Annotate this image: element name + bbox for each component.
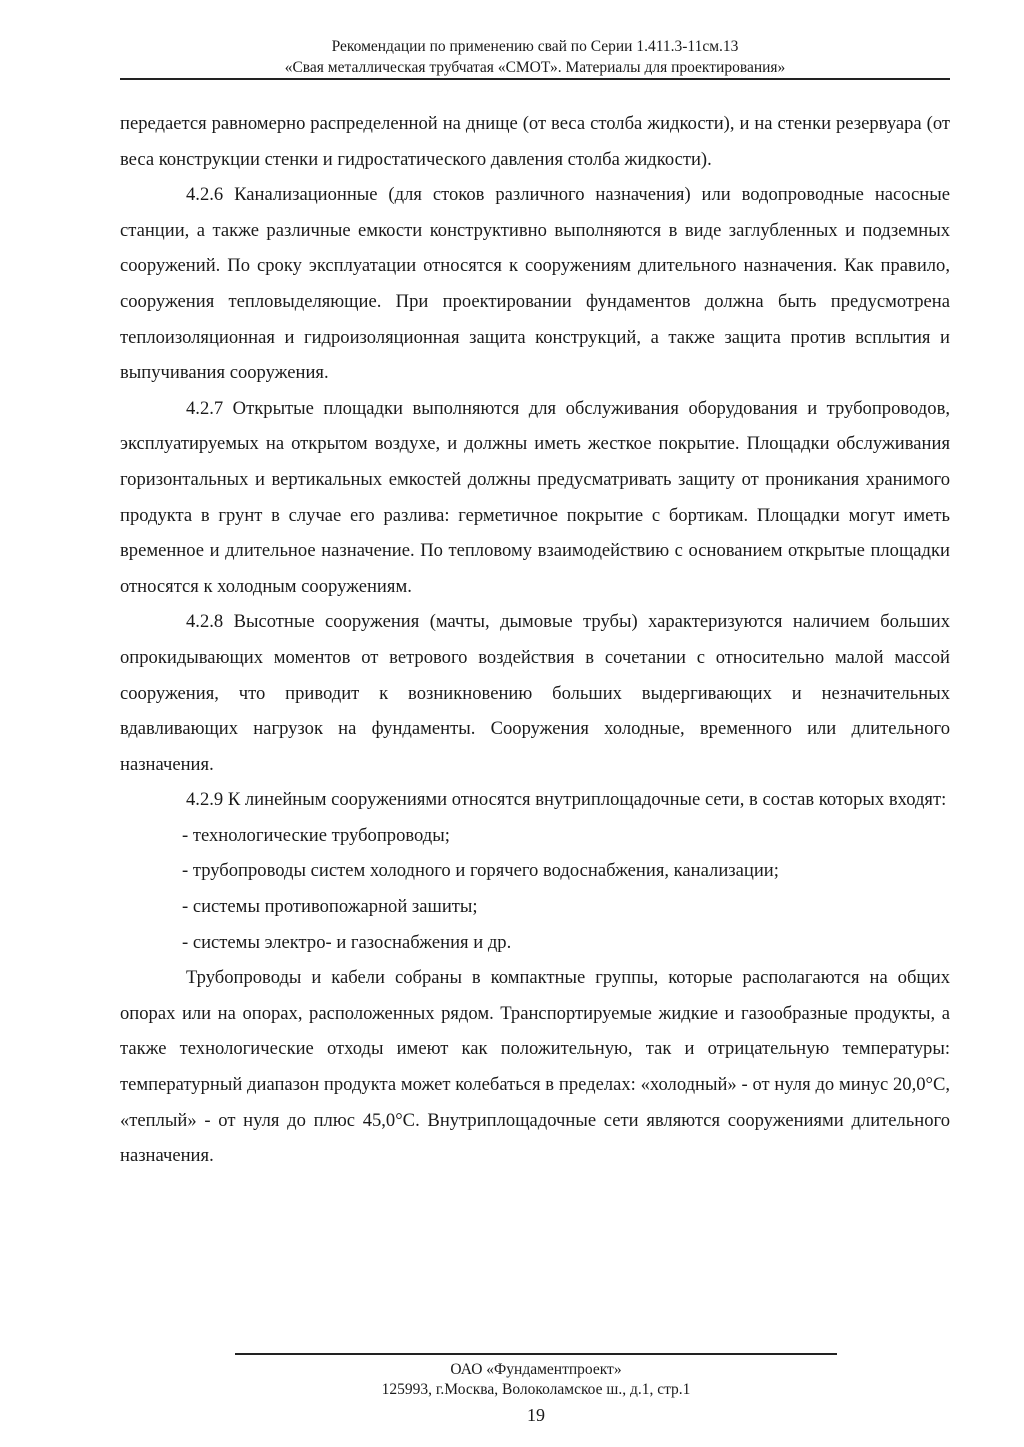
- page-number: 19: [527, 1405, 545, 1425]
- document-body: [120, 106, 950, 1174]
- header-line-2: «Свая металлическая трубчатая «СМОТ». Материалы для проектирования»: [284, 59, 786, 76]
- list-item: - системы электро- и газоснабжения и др.: [182, 931, 512, 953]
- footer-company: ОАО «Фундаментпроект»: [450, 1361, 622, 1378]
- paragraph-4-2-9: 4.2.9 К линейным сооружениями относятся внутриплощадочные сети, в состав которых входят:: [186, 789, 947, 811]
- footer-address: 125993, г.Москва, Волоколамское ш., д.1, стр.1: [381, 1381, 691, 1398]
- page-footer: [235, 1360, 837, 1400]
- footer-divider: [235, 1353, 837, 1355]
- paragraph-continuation: передается равномерно распределенной на днище (от веса столба жидкости), и на стенки резервуара (от веса конструкции стенки и гидростатического давления столба жидкости).: [120, 113, 950, 170]
- paragraph-pipelines: Трубопроводы и кабели собраны в компактные группы, которые располагаются на общих опорах или на опорах, расположенных рядом. Транспортируемые жидкие и газообразные продукты, а также технологические отходы имеют как положительную, так и отрицательную температуры: температурный диапазон продукта может колебаться в пределах: «холодный» - от нуля до минус 20,0°С, «теплый» - от нуля до плюс 45,0°С. Внутриплощадочные сети являются сооружениями длительного назначения.: [120, 967, 950, 1167]
- header-line-1: Рекомендации по применению свай по Серии 1.411.3-11см.13: [331, 38, 739, 55]
- paragraph-4-2-6: 4.2.6 Канализационные (для стоков различного назначения) или водопроводные насосные станции, а также различные емкости конструктивно выполняются в виде заглубленных и подземных сооружений. По сроку эксплуатации относятся к сооружениям длительного назначения. Как правило, сооружения тепловыделяющие. При проектировании фундаментов должна быть предусмотрена теплоизоляционная и гидроизоляционная защита конструкций, а также защита против всплытия и выпучивания сооружения.: [120, 184, 950, 384]
- paragraph-4-2-7: 4.2.7 Открытые площадки выполняются для обслуживания оборудования и трубопроводов, эксплуатируемых на открытом воздухе, и должны иметь жесткое покрытие. Площадки обслуживания горизонтальных и вертикальных емкостей должны предусматривать защиту от проникания хранимого продукта в грунт в случае его разлива: герметичное покрытие с бортикам. Площадки могут иметь временное и длительное назначение. По тепловому взаимодействию с основанием открытые площадки относятся к холодным сооружениям.: [120, 397, 950, 597]
- list-item: - технологические трубопроводы;: [182, 824, 450, 846]
- page-header: [120, 36, 950, 78]
- list-item: - системы противопожарной зашиты;: [182, 896, 478, 918]
- paragraph-4-2-8: 4.2.8 Высотные сооружения (мачты, дымовые трубы) характеризуются наличием больших опрокидывающих моментов от ветрового воздействия в сочетании с относительно малой массой сооружения, что приводит к возникновению больших выдергивающих и незначительных вдавливающих нагрузок на фундаменты. Сооружения холодные, временного или длительного назначения.: [120, 611, 950, 775]
- header-divider: [120, 78, 950, 80]
- list-item: - трубопроводы систем холодного и горячего водоснабжения, канализации;: [182, 860, 779, 882]
